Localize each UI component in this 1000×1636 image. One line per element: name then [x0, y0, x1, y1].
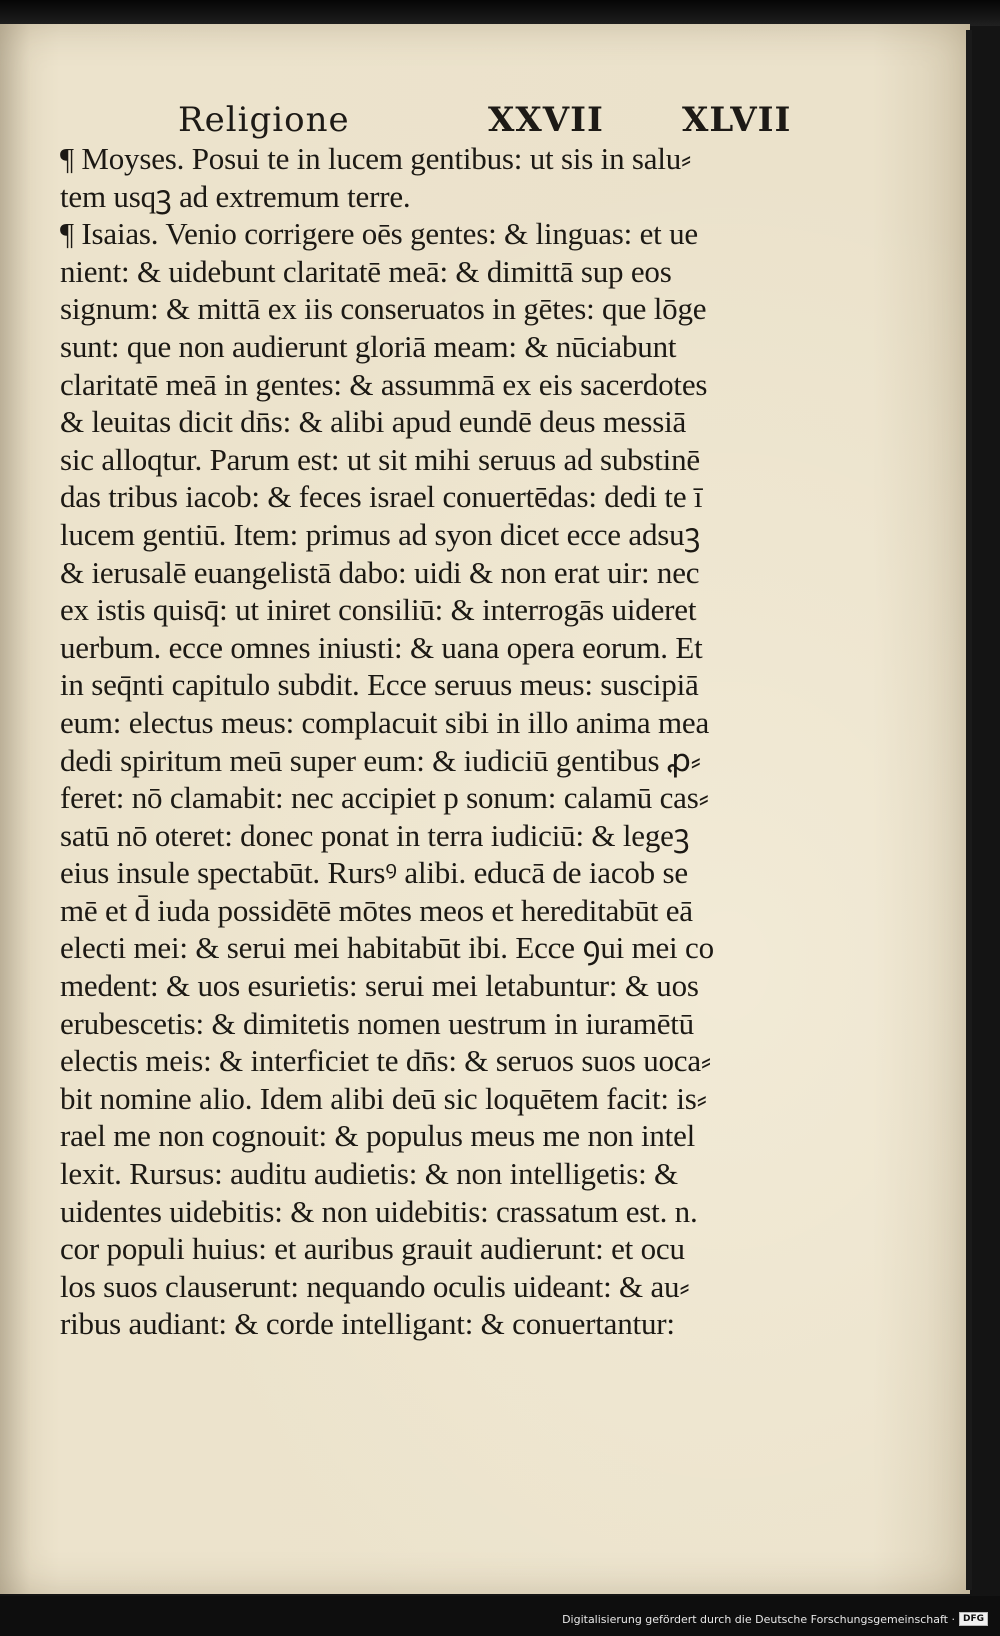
text-line: satū nō oteret: donec ponat in terra iudiciū: & legeꝫ [60, 817, 690, 853]
text-line: nient: & uidebunt claritatē meā: & dimittā sup eos [60, 253, 672, 289]
text-line: uerbum. ecce omnes iniusti: & uana opera eorum. Et [60, 629, 703, 665]
running-head-title: Religione [178, 100, 350, 140]
text-line: ribus audiant: & corde intelligant: & conuertantur: [60, 1306, 675, 1342]
text-line: ¶ Isaias. Venio corrigere oēs gentes: & linguas: et ue [60, 216, 698, 252]
running-head [170, 100, 850, 144]
text-line: electi mei: & serui mei habitabūt ibi. Ecce ꝯui mei co [60, 930, 714, 966]
text-line: feret: nō clamabit: nec accipiet p sonum: calamū cas⸗ [60, 780, 709, 816]
text-line: lexit. Rursus: auditu audietis: & non intelligetis: & [60, 1156, 678, 1192]
text-line: sic alloqtur. Parum est: ut sit mihi seruus ad substinē [60, 441, 700, 477]
body-text [60, 140, 850, 1343]
text-line: in seq̄nti capitulo subdit. Ecce seruus meus: suscipiā [60, 667, 699, 703]
dfg-logo-icon: DFG [959, 1612, 988, 1626]
text-line: ¶ Moyses. Posui te in lucem gentibus: ut sis in salu⸗ [60, 141, 692, 176]
text-line: rael me non cognouit: & populus meus me non intel [60, 1118, 696, 1154]
text-line: erubescetis: & dimitetis nomen uestrum in iuramētū [60, 1005, 694, 1041]
text-line: mē et d̄ iuda possidētē mōtes meos et hereditabūt eā [60, 892, 693, 928]
text-line: tem usqꝫ ad extremum terre. [60, 178, 411, 214]
text-line: eius insule spectabūt. Rursꝰ alibi. educā de iacob se [60, 855, 688, 891]
folio-number: XLVII [682, 100, 792, 140]
text-line: uidentes uidebitis: & non uidebitis: crassatum est. n. [60, 1193, 698, 1229]
text-line: signum: & mittā ex iis conseruatos in gētes: que lōge [60, 291, 707, 327]
text-line: & ierusalē euangelistā dabo: uidi & non erat uir: nec [60, 554, 700, 590]
scan-background-top [0, 0, 1000, 26]
page-edge-shadow [966, 30, 972, 1590]
text-line: los suos clauserunt: nequando oculis uideant: & au⸗ [60, 1268, 690, 1304]
text-line: claritatē meā in gentes: & assummā ex eis sacerdotes [60, 366, 708, 402]
credit-text: Digitalisierung gefördert durch die Deutsche Forschungsgemeinschaft · [562, 1612, 955, 1626]
text-line: das tribus iacob: & feces israel conuertēdas: dedi te ī [60, 479, 703, 515]
text-line: sunt: que non audierunt gloriā meam: & nūciabunt [60, 328, 677, 364]
text-line: medent: & uos esurietis: serui mei letabuntur: & uos [60, 968, 699, 1004]
text-line: electis meis: & interficiet te dn̄s: & seruos suos uoca⸗ [60, 1043, 712, 1079]
text-line: eum: electus meus: complacuit sibi in illo anima mea [60, 704, 710, 740]
text-line: lucem gentiū. Item: primus ad syon dicet ecce adsuꝫ [60, 516, 701, 552]
text-line: bit nomine alio. Idem alibi deū sic loquētem facit: is⸗ [60, 1080, 707, 1116]
running-head-chapter-number: XXVII [488, 100, 604, 140]
text-line: dedi spiritum meū super eum: & iudiciū gentibus ꝓ⸗ [60, 742, 701, 778]
digitization-credit [562, 1612, 988, 1626]
text-line: cor populi huius: et auribus grauit audierunt: et ocu [60, 1231, 685, 1267]
text-line: ex istis quisq̄: ut iniret consiliū: & interrogās uideret [60, 592, 697, 628]
text-line: & leuitas dicit dn̄s: & alibi apud eundē deus messiā [60, 404, 687, 440]
